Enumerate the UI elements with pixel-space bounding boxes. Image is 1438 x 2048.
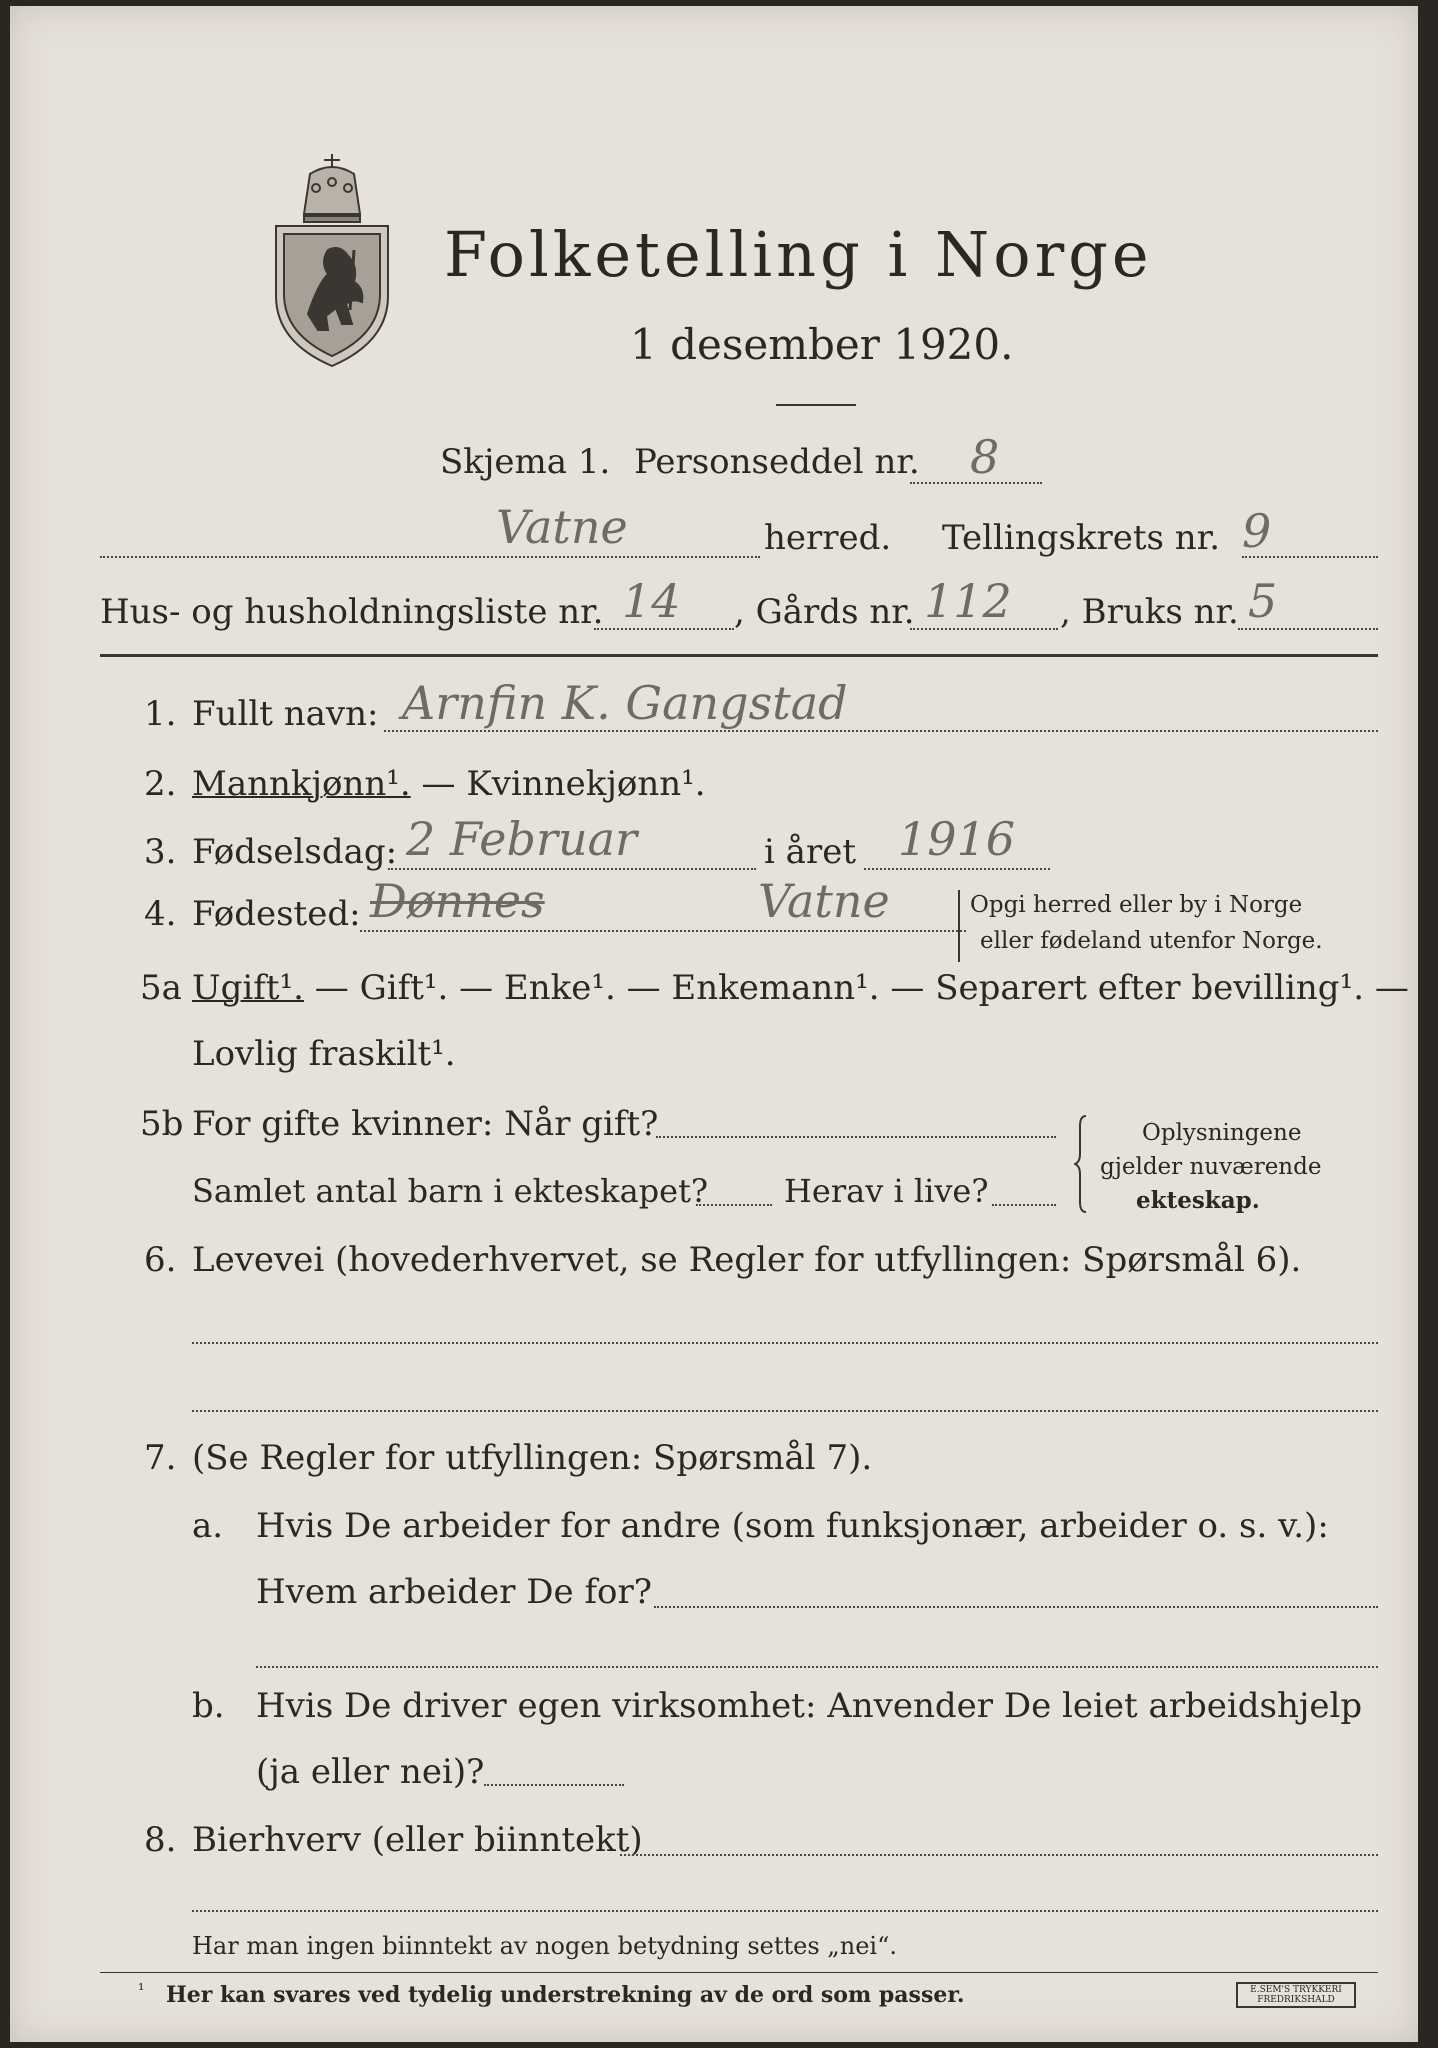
- footnote-separator: [100, 1972, 1378, 1973]
- herred-line: [100, 556, 760, 558]
- title-divider: [776, 404, 856, 406]
- q4-note-line-1: Opgi herred eller by i Norge: [970, 892, 1303, 918]
- skjema-label: Skjema 1.: [440, 442, 611, 482]
- printer-stamp: [1236, 1982, 1356, 2008]
- q2-female-option: Kvinnekjønn¹.: [466, 764, 706, 804]
- hus-value: 14: [622, 574, 681, 628]
- q5b-note-line-1: Oplysningene: [1142, 1120, 1302, 1146]
- q5a-line-2: Lovlig fraskilt¹.: [192, 1034, 456, 1074]
- q8-number: 8.: [144, 1820, 177, 1860]
- q4-note-line-2: eller fødeland utenfor Norge.: [980, 928, 1323, 954]
- q4-number: 4.: [144, 894, 177, 934]
- q6-line-2: [192, 1410, 1378, 1412]
- q4-struck-value: Dønnes: [370, 874, 545, 928]
- q6-number: 6.: [144, 1240, 177, 1280]
- q7-number: 7.: [144, 1438, 177, 1478]
- q1-line: [384, 730, 1378, 732]
- q7b-line: [484, 1784, 624, 1786]
- census-date: 1 desember 1920.: [630, 320, 1014, 369]
- bruks-value: 5: [1248, 574, 1278, 628]
- q3-year-line: [864, 868, 1050, 870]
- q3-value: 2 Februar: [406, 812, 637, 866]
- q5b-children-line: [696, 1204, 772, 1206]
- q3-label: Fødselsdag:: [192, 832, 398, 872]
- form-title: Folketelling i Norge: [444, 218, 1153, 291]
- q5b-brace: [1074, 1114, 1088, 1214]
- coat-of-arms-icon: [268, 154, 396, 368]
- q5b-married-line: [656, 1136, 1056, 1138]
- bruks-label: , Bruks nr.: [1060, 592, 1239, 632]
- footnote-mark: ¹: [138, 1980, 145, 1999]
- q1-value: Arnfin K. Gangstad: [402, 676, 848, 730]
- q4-bracket: [958, 890, 964, 962]
- census-form-page: [10, 6, 1418, 2042]
- q7a-letter: a.: [192, 1506, 224, 1546]
- q3-number: 3.: [144, 832, 177, 872]
- q6-line-1: [192, 1342, 1378, 1344]
- q7-label: (Se Regler for utfyllingen: Spørsmål 7).: [192, 1438, 873, 1478]
- header-separator: [100, 654, 1378, 657]
- q2-number: 2.: [144, 764, 177, 804]
- q8-note: Har man ingen biinntekt av nogen betydning settes „nei“.: [192, 1932, 897, 1960]
- q7a-line: [654, 1606, 1378, 1608]
- q4-line: [360, 930, 966, 932]
- q7b-letter: b.: [192, 1686, 225, 1726]
- q5b-married-date-label: For gifte kvinner: Når gift?: [192, 1104, 659, 1144]
- printer-stamp-line-1: E.SEM'S TRYKKERI: [1250, 1985, 1342, 1995]
- hus-label: Hus- og husholdningsliste nr.: [100, 592, 604, 632]
- q7b-line-2: (ja eller nei)?: [256, 1752, 485, 1792]
- q5b-note-line-2: gjelder nuværende: [1100, 1154, 1322, 1180]
- q5b-number: 5b: [140, 1104, 184, 1144]
- q4-value: Vatne: [758, 874, 890, 928]
- q1-label: Fullt navn:: [192, 694, 379, 734]
- q3-day-line: [388, 868, 756, 870]
- footnote-text: Her kan svares ved tydelig understrekning av de ord som passer.: [166, 1982, 965, 2008]
- q2-separator: —: [410, 764, 467, 804]
- herred-value: Vatne: [496, 500, 628, 554]
- q7a-line-2: Hvem arbeider De for?: [256, 1572, 652, 1612]
- q5b-alive-line: [992, 1204, 1056, 1206]
- q7a-line-1: Hvis De arbeider for andre (som funksjonær, arbeider o. s. v.):: [256, 1506, 1329, 1546]
- hus-line: [594, 628, 734, 630]
- herred-label: herred.: [764, 518, 892, 558]
- gards-line: [910, 628, 1058, 630]
- q8-extra-line: [192, 1910, 1378, 1912]
- q5a-options: [192, 968, 1409, 1008]
- q8-line: [620, 1854, 1378, 1856]
- gards-label: , Gårds nr.: [734, 592, 915, 632]
- q7b-line-1: Hvis De driver egen virksomhet: Anvender De leiet arbeidshjelp: [256, 1686, 1363, 1726]
- personseddel-label: Personseddel nr.: [634, 442, 920, 482]
- q3-year-label: i året: [764, 832, 856, 872]
- gards-value: 112: [924, 574, 1012, 628]
- q2-male-option: Mannkjønn¹.: [192, 764, 411, 804]
- q7a-extra-line: [256, 1666, 1378, 1668]
- q2-options: [192, 764, 706, 804]
- personseddel-value: 8: [970, 430, 1000, 484]
- q5b-note-line-3: ekteskap.: [1136, 1187, 1260, 1214]
- q8-label: Bierhverv (eller biinntekt): [192, 1820, 643, 1860]
- q5a-ugift-option: Ugift¹.: [192, 968, 304, 1008]
- q1-number: 1.: [144, 694, 177, 734]
- q5a-other-options: — Gift¹. — Enke¹. — Enkemann¹. — Separert efter bevilling¹. —: [303, 968, 1409, 1008]
- q6-label: Levevei (hovederhvervet, se Regler for utfyllingen: Spørsmål 6).: [192, 1240, 1302, 1280]
- bruks-line: [1238, 628, 1378, 630]
- tellingskrets-value: 9: [1242, 504, 1272, 558]
- printer-stamp-line-2: FREDRIKSHALD: [1257, 1995, 1335, 2005]
- q4-label: Fødested:: [192, 894, 361, 934]
- q5b-children-label: Samlet antal barn i ekteskapet?: [192, 1172, 709, 1210]
- q3-year-value: 1916: [898, 812, 1016, 866]
- q5b-alive-label: Herav i live?: [784, 1172, 989, 1210]
- q5a-number: 5a: [140, 968, 182, 1008]
- tellingskrets-label: Tellingskrets nr.: [942, 518, 1221, 558]
